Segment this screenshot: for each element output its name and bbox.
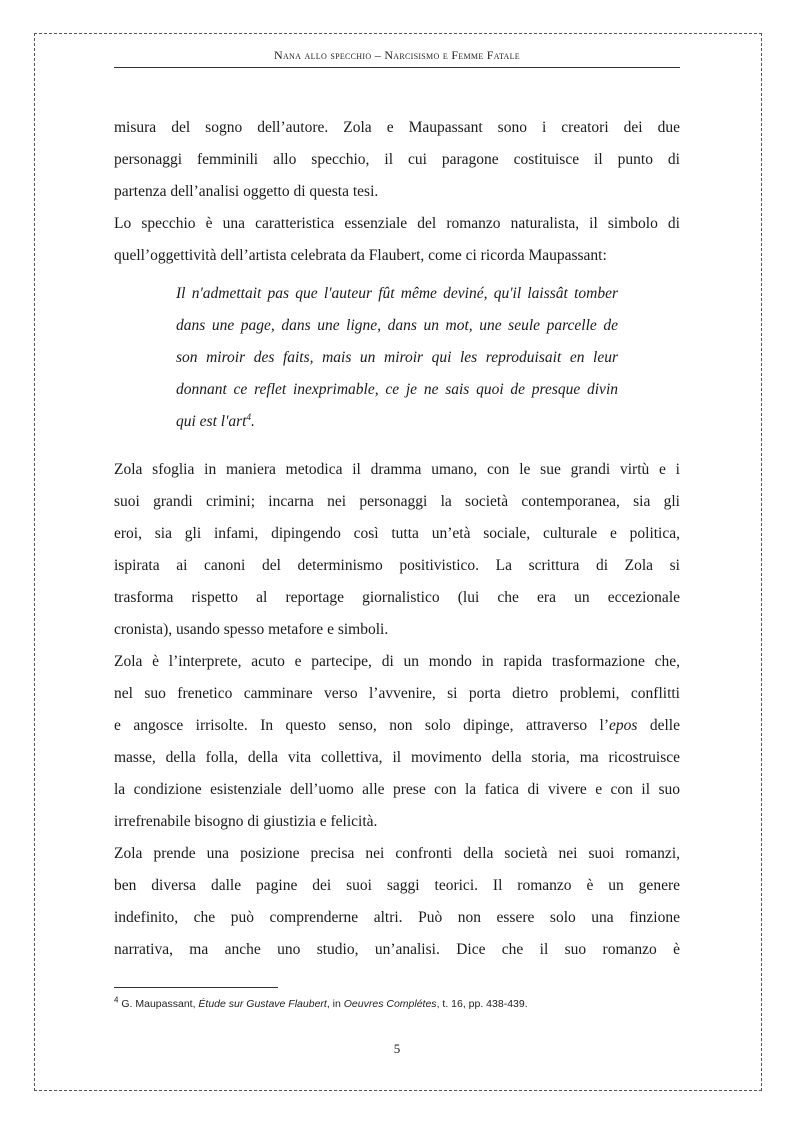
text-line: trasforma rispetto al reportage giornalistico (lui che era un eccezionale xyxy=(114,589,680,606)
quote-line: donnant ce reflet inexprimable, ce je ne sais quoi de presque divin xyxy=(176,381,618,398)
text-line: cronista), usando spesso metafore e simboli. xyxy=(114,621,389,638)
footnote-tail: , t. 16, pp. 438-439. xyxy=(436,998,528,1010)
footnote-ref[interactable]: 4 xyxy=(246,411,251,422)
text-line: nel suo frenetico camminare verso l’avvenire, si porta dietro problemi, conflitti xyxy=(114,685,680,702)
quote-text: qui est l'art xyxy=(176,413,247,430)
paragraph-1 xyxy=(114,112,680,208)
text-line: Zola prende una posizione precisa nei confronti della società nei suoi romanzi, xyxy=(114,845,680,862)
text-line: personaggi femminili allo specchio, il cui paragone costituisce il punto di xyxy=(114,151,680,168)
text-line-with-italic xyxy=(114,710,680,742)
footnote-rule xyxy=(114,987,278,988)
quote-line: son miroir des faits, mais un miroir qui les reproduisait en leur xyxy=(176,349,618,366)
footnote xyxy=(114,995,680,1010)
body-text xyxy=(114,112,680,966)
italic-term: epos xyxy=(609,717,638,734)
footnote-work: Étude sur Gustave Flaubert xyxy=(198,998,327,1010)
footnote-author: G. Maupassant, xyxy=(118,998,199,1010)
text-line: eroi, sia gli infami, dipingendo così tutta un’età sociale, culturale e politica, xyxy=(114,525,680,542)
text-line: quell’oggettività dell’artista celebrata da Flaubert, come ci ricorda Maupassant: xyxy=(114,247,607,264)
footnote-mid: , in xyxy=(326,998,344,1010)
footnote-collection: Oeuvres Complétes xyxy=(343,998,437,1010)
text-line: suoi grandi crimini; incarna nei personaggi la società contemporanea, sia gli xyxy=(114,493,680,510)
text-line: narrativa, ma anche uno studio, un’analisi. Dice che il suo romanzo è xyxy=(114,941,680,958)
quote-line-last: qui est l'art$^4$. xyxy=(176,411,255,430)
paragraph-3 xyxy=(114,454,680,646)
text-line: la condizione esistenziale dell’uomo alle prese con la fatica di vivere e con il suo xyxy=(114,781,680,798)
text-line: ispirata ai canoni del determinismo positivistico. La scrittura di Zola si xyxy=(114,557,680,574)
text-line: Zola è l’interprete, acuto e partecipe, di un mondo in rapida trasformazione che, xyxy=(114,653,680,670)
text-line: ben diversa dalle pagine dei suoi saggi teorici. Il romanzo è un genere xyxy=(114,877,680,894)
text-line: masse, della folla, della vita collettiva, il movimento della storia, ma ricostruisce xyxy=(114,749,680,766)
text-line: indefinito, che può comprenderne altri. Può non essere solo una finzione xyxy=(114,909,680,926)
text-line: Zola sfoglia in maniera metodica il dramma umano, con le sue grandi virtù e i xyxy=(114,461,680,478)
header-rule xyxy=(114,67,680,68)
text-line: misura del sogno dell’autore. Zola e Maupassant sono i creatori dei due xyxy=(114,119,680,136)
text-line: partenza dell’analisi oggetto di questa tesi. xyxy=(114,183,379,200)
paragraph-5 xyxy=(114,838,680,966)
block-quote xyxy=(176,278,618,438)
text-run: e angosce irrisolte. In questo senso, non solo dipinge, attraverso l’ xyxy=(114,717,610,734)
footnote-mark: 4 xyxy=(114,995,119,1005)
text-line: irrefrenabile bisogno di giustizia e felicità. xyxy=(114,813,378,830)
text-line: Lo specchio è una caratteristica essenziale del romanzo naturalista, il simbolo di xyxy=(114,215,680,232)
page-number: 5 xyxy=(393,1041,401,1056)
quote-line: dans une page, dans une ligne, dans un mot, une seule parcelle de xyxy=(176,317,618,334)
running-header: Nana allo specchio – Narcisismo e Femme Fatale xyxy=(274,48,520,62)
paragraph-4 xyxy=(114,646,680,838)
paragraph-2 xyxy=(114,208,680,272)
text-run: delle xyxy=(637,717,680,734)
quote-line: Il n'admettait pas que l'auteur fût même deviné, qu'il laissât tomber xyxy=(176,285,618,302)
